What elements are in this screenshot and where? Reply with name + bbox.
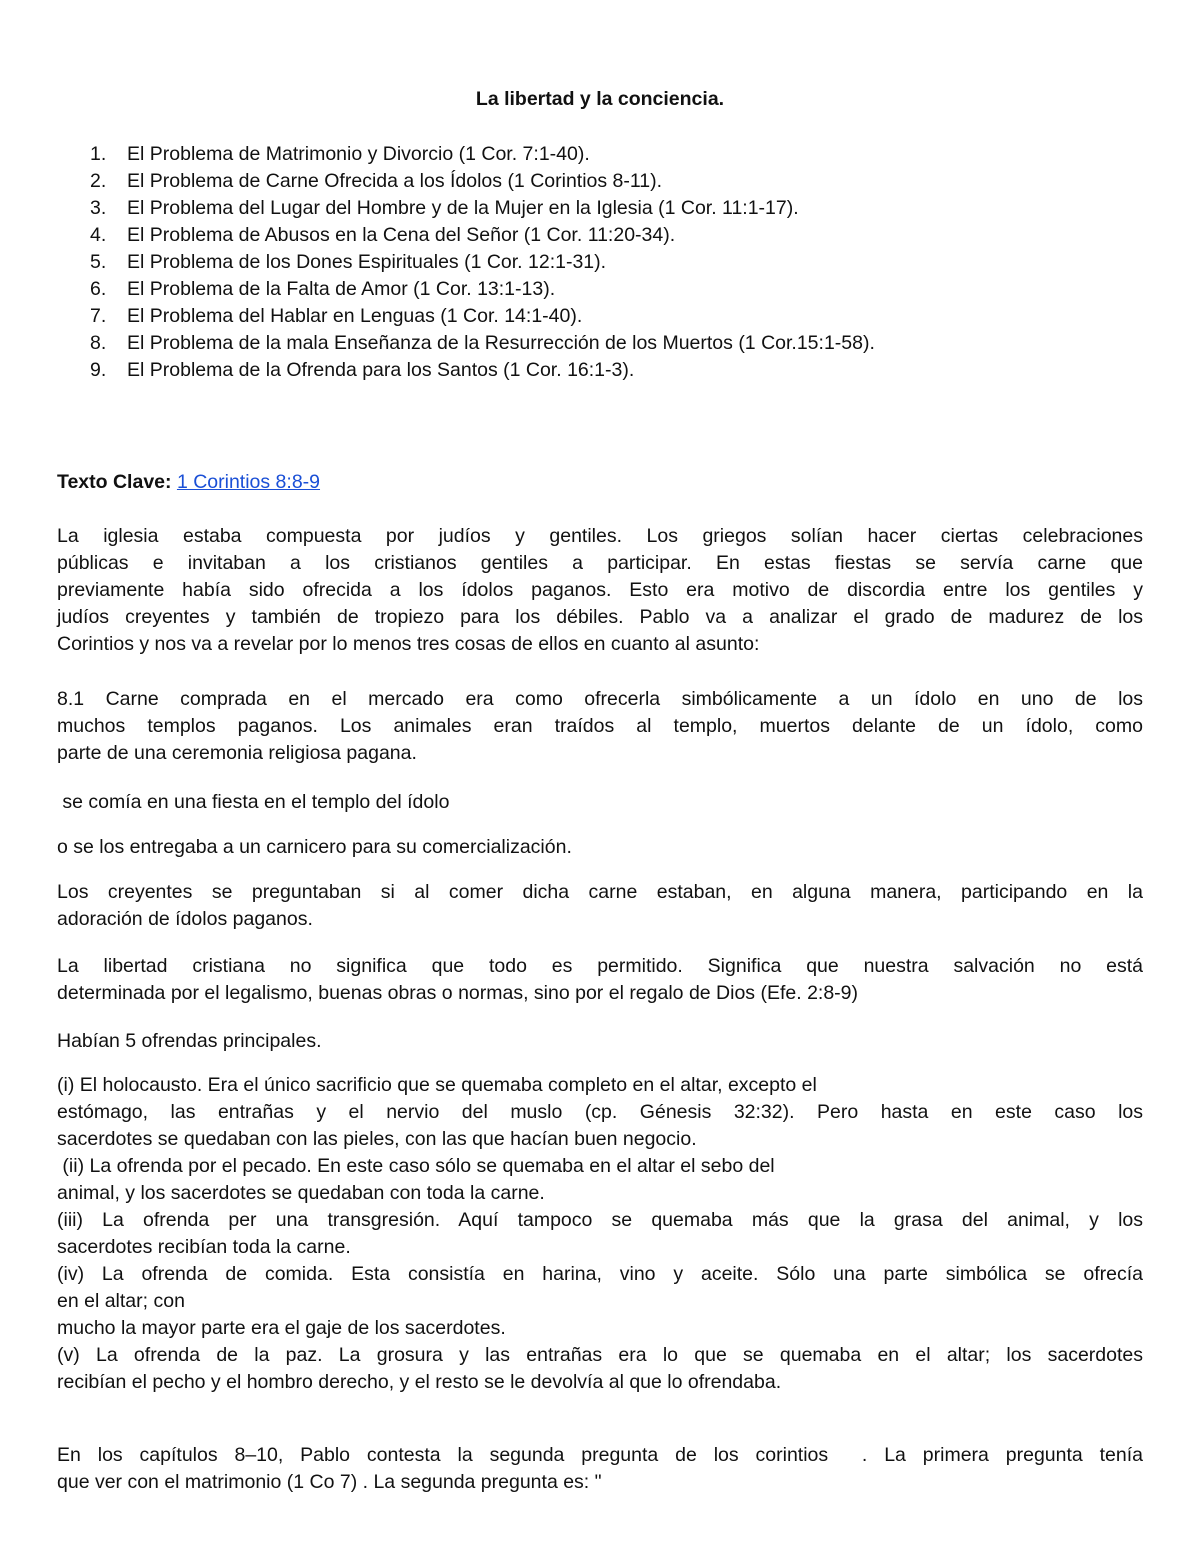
ofrendas-intro: Habían 5 ofrendas principales. bbox=[57, 1030, 322, 1052]
ofrenda-line: (iv) La ofrenda de comida. Esta consistía en harina, vino y aceite. Sólo una parte simbólica se ofrecía bbox=[57, 1263, 1143, 1285]
ofrenda-line: sacerdotes se quedaban con las pieles, con las que hacían buen negocio. bbox=[57, 1128, 697, 1150]
ofrenda-line: (v) La ofrenda de la paz. La grosura y las entrañas era lo que se quemaba en el altar; los sacerdotes bbox=[57, 1344, 1143, 1366]
ofrenda-line: (i) El holocausto. Era el único sacrificio que se quemaba completo en el altar, excepto el bbox=[57, 1074, 817, 1096]
list-item: 7. El Problema del Hablar en Lenguas (1 Cor. 14:1-40). bbox=[90, 305, 583, 327]
list-item: 8. El Problema de la mala Enseñanza de la Resurrección de los Muertos (1 Cor.15:1-58). bbox=[90, 332, 875, 354]
ofrenda-line: (iii) La ofrenda per una transgresión. Aquí tampoco se quemaba más que la grasa del animal, y los bbox=[57, 1209, 1143, 1231]
page-title: La libertad y la conciencia. bbox=[475, 88, 725, 110]
carne-paragraph: 8.1 Carne comprada en el mercado era como ofrecerla simbólicamente a un ídolo en uno de los muchos templos paganos. Los animales eran traídos al templo, muertos delante de un ídolo, como parte de una ceremonia religiosa pagana. bbox=[57, 688, 1143, 764]
list-item: 9. El Problema de la Ofrenda para los Santos (1 Cor. 16:1-3). bbox=[90, 359, 635, 381]
texto-clave bbox=[57, 469, 1143, 496]
ofrenda-line: sacerdotes recibían toda la carne. bbox=[57, 1236, 351, 1258]
ofrenda-line: en el altar; con bbox=[57, 1290, 185, 1312]
list-item: 1. El Problema de Matrimonio y Divorcio (1 Cor. 7:1-40). bbox=[90, 143, 590, 165]
texto-clave-link[interactable]: 1 Corintios 8:8-9 bbox=[176, 471, 321, 493]
ofrenda-line: estómago, las entrañas y el nervio del muslo (cp. Génesis 32:32). Pero hasta en este caso los bbox=[57, 1101, 1143, 1123]
creyentes-paragraph: Los creyentes se preguntaban si al comer dicha carne estaban, en alguna manera, participando en la adoración de ídolos paganos. bbox=[57, 881, 1143, 930]
ofrenda-line: recibían el pecho y el hombro derecho, y el resto se le devolvía al que lo ofrendaba. bbox=[57, 1371, 782, 1393]
list-item: 5. El Problema de los Dones Espirituales (1 Cor. 12:1-31). bbox=[90, 251, 607, 273]
list-item: 3. El Problema del Lugar del Hombre y de la Mujer en la Iglesia (1 Cor. 11:1-17). bbox=[90, 197, 799, 219]
texto-clave-label: Texto Clave: bbox=[57, 471, 172, 493]
capitulos-paragraph: En los capítulos 8–10, Pablo contesta la segunda pregunta de los corintios . La primera pregunta tenía que ver con el matrimonio (1 Co 7) . La segunda pregunta es: " bbox=[57, 1444, 1143, 1493]
libertad-paragraph: La libertad cristiana no significa que todo es permitido. Significa que nuestra salvación no está determinada por el legalismo, buenas obras o normas, sino por el regalo de Dios (Efe. 2:8-9) bbox=[57, 955, 1143, 1004]
list-item: 6. El Problema de la Falta de Amor (1 Cor. 13:1-13). bbox=[90, 278, 556, 300]
list-item: 4. El Problema de Abusos en la Cena del Señor (1 Cor. 11:20-34). bbox=[90, 224, 676, 246]
ofrenda-line: mucho la mayor parte era el gaje de los sacerdotes. bbox=[57, 1317, 506, 1339]
fiesta-line: se comía en una fiesta en el templo del ídolo bbox=[57, 791, 450, 813]
carnicero-line: o se los entregaba a un carnicero para su comercialización. bbox=[57, 836, 572, 858]
list-item: 2. El Problema de Carne Ofrecida a los Ídolos (1 Corintios 8-11). bbox=[90, 170, 663, 192]
ofrenda-line: animal, y los sacerdotes se quedaban con toda la carne. bbox=[57, 1182, 545, 1204]
ofrenda-line: (ii) La ofrenda por el pecado. En este caso sólo se quemaba en el altar el sebo del bbox=[57, 1155, 775, 1177]
problems-list bbox=[90, 141, 875, 384]
intro-paragraph: La iglesia estaba compuesta por judíos y gentiles. Los griegos solían hacer ciertas celebraciones públicas e invitaban a los cristianos gentiles a participar. En estas fiestas se servía carne que previamente había sido ofrecida a los ídolos paganos. Esto era motivo de discordia entre los gentiles y judíos creyentes y también de tropiezo para los débiles. Pablo va a analizar el grado de madurez de los Corintios y nos va a revelar por lo menos tres cosas de ellos en cuanto al asunto: bbox=[57, 525, 1143, 655]
ofrendas-list bbox=[57, 1072, 1143, 1396]
